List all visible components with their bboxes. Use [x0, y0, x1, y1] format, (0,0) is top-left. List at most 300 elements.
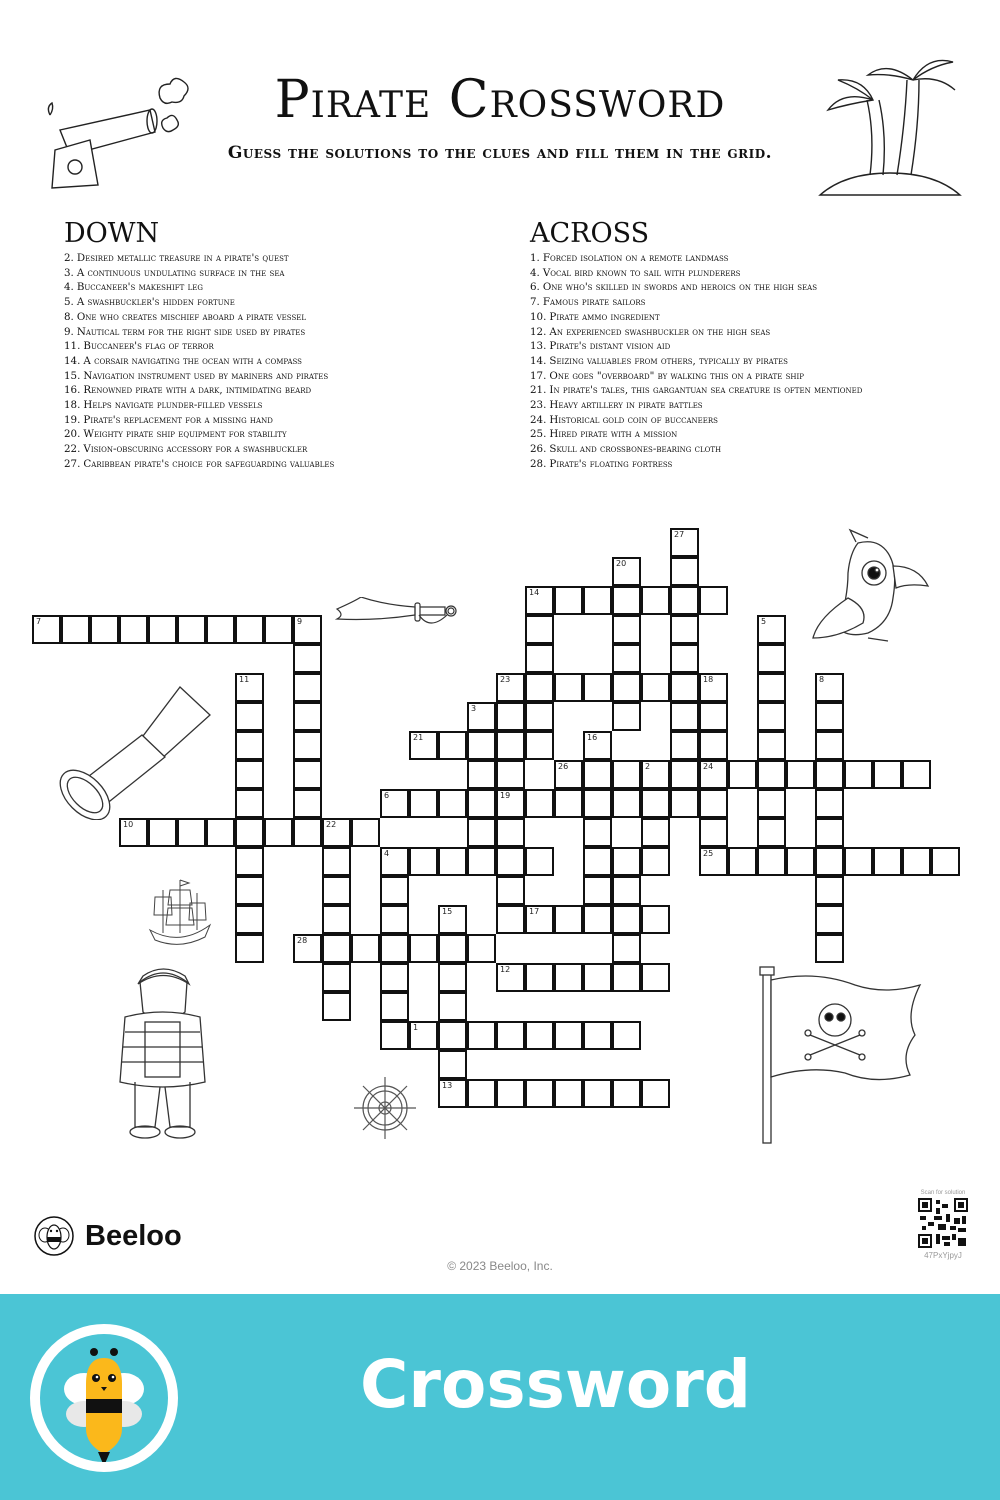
clue-text: In pirate's tales, this gargantuan sea creature is often mentioned [549, 384, 863, 397]
crossword-cell[interactable] [583, 731, 612, 760]
crossword-cell[interactable] [583, 963, 612, 992]
crossword-cell[interactable] [496, 847, 525, 876]
page-title: Pirate Crossword [274, 70, 726, 130]
crossword-cell[interactable] [728, 847, 757, 876]
cell-number: 20 [616, 559, 627, 568]
crossword-cell[interactable] [380, 905, 409, 934]
crossword-cell[interactable] [873, 847, 902, 876]
across-clue [530, 413, 882, 428]
across-clue [530, 310, 882, 325]
crossword-cell[interactable] [496, 702, 525, 731]
clue-text: Famous pirate sailors [542, 296, 646, 309]
crossword-cell[interactable] [641, 905, 670, 934]
crossword-cell[interactable] [583, 789, 612, 818]
crossword-cell[interactable] [496, 905, 525, 934]
clue-text: Desired metallic treasure in a pirate's quest [76, 252, 289, 264]
crossword-cell[interactable] [641, 963, 670, 992]
crossword-cell[interactable] [641, 818, 670, 847]
clue-text: One who creates mischief aboard a pirate vessel [76, 310, 307, 323]
crossword-cell[interactable] [409, 934, 438, 963]
crossword-cell[interactable] [902, 847, 931, 876]
crossword-cell[interactable] [612, 644, 641, 673]
crossword-cell[interactable] [699, 586, 728, 615]
crossword-cell[interactable] [757, 789, 786, 818]
crossword-cell[interactable] [554, 905, 583, 934]
beeloo-logo [33, 1215, 182, 1257]
crossword-cell[interactable] [467, 934, 496, 963]
crossword-cell[interactable] [554, 1021, 583, 1050]
crossword-cell[interactable] [380, 934, 409, 963]
crossword-cell[interactable] [583, 586, 612, 615]
crossword-cell[interactable] [612, 1079, 641, 1108]
crossword-cell[interactable] [757, 818, 786, 847]
cell-number: 10 [123, 820, 134, 829]
crossword-cell[interactable] [467, 731, 496, 760]
crossword-cell[interactable] [525, 1079, 554, 1108]
clue-text: Nautical term for the right side used by pirates [76, 325, 306, 338]
crossword-cell[interactable] [438, 789, 467, 818]
crossword-cell[interactable] [670, 615, 699, 644]
across-clue [530, 266, 882, 281]
clue-number: 6. [530, 281, 540, 294]
across-clue [530, 383, 882, 398]
clue-number: 2. [64, 252, 74, 264]
crossword-cell[interactable] [641, 1079, 670, 1108]
qr-scan-label: Scan for solution [920, 1190, 966, 1196]
crossword-cell[interactable] [322, 818, 351, 847]
cell-number: 21 [413, 733, 424, 742]
clue-text: Navigation instrument used by mariners and pirates [83, 369, 329, 382]
crossword-cell[interactable] [815, 731, 844, 760]
crossword-cell[interactable] [757, 673, 786, 702]
crossword-cell[interactable] [438, 905, 467, 934]
down-clue [64, 251, 334, 266]
crossword-cell[interactable] [380, 992, 409, 1021]
crossword-cell[interactable] [641, 789, 670, 818]
across-clue [530, 354, 882, 369]
crossword-cell[interactable] [409, 789, 438, 818]
crossword-cell[interactable] [670, 644, 699, 673]
crossword-cell[interactable] [148, 818, 177, 847]
crossword-cell[interactable] [467, 818, 496, 847]
across-clue-list [530, 251, 882, 472]
cell-number: 2 [645, 762, 651, 771]
down-clue [64, 354, 334, 369]
clue-number: 15. [64, 369, 81, 382]
crossword-cell[interactable] [612, 557, 641, 586]
crossword-cell[interactable] [931, 847, 960, 876]
clue-number: 3. [64, 266, 74, 279]
copyright-text: © 2023 Beeloo, Inc. [447, 1259, 553, 1273]
crossword-cell[interactable] [119, 615, 148, 644]
down-clue [64, 427, 334, 442]
crossword-cell[interactable] [525, 1021, 554, 1050]
crossword-cell[interactable] [438, 963, 467, 992]
crossword-cell[interactable] [728, 760, 757, 789]
clue-number: 14. [530, 354, 547, 367]
clue-text: Skull and crossbones-bearing cloth [549, 443, 722, 456]
crossword-cell[interactable] [90, 615, 119, 644]
crossword-cell[interactable] [583, 876, 612, 905]
crossword-cell[interactable] [612, 1021, 641, 1050]
crossword-cell[interactable] [670, 586, 699, 615]
clue-number: 5. [64, 296, 74, 309]
banner-label: Crossword [360, 1346, 752, 1423]
clue-text: A continuous undulating surface in the sea [76, 266, 285, 279]
across-clue [530, 369, 882, 384]
down-heading: DOWN [64, 218, 160, 249]
clue-text: Heavy artillery in pirate battles [549, 399, 703, 412]
crossword-cell[interactable] [815, 905, 844, 934]
clue-number: 10. [530, 310, 547, 323]
cell-number: 5 [761, 617, 767, 626]
crossword-cell[interactable] [293, 673, 322, 702]
clue-text: A corsair navigating the ocean with a compass [83, 354, 302, 367]
clue-text: A swashbuckler's hidden fortune [76, 296, 235, 309]
across-clue [530, 427, 882, 442]
clue-text: Buccaneer's flag of terror [83, 340, 214, 353]
cell-number: 17 [529, 907, 540, 916]
crossword-cell[interactable] [699, 818, 728, 847]
crossword-cell[interactable] [670, 528, 699, 557]
crossword-cell[interactable] [322, 934, 351, 963]
crossword-cell[interactable] [525, 905, 554, 934]
cell-number: 19 [500, 791, 511, 800]
crossword-cell[interactable] [438, 731, 467, 760]
crossword-cell[interactable] [351, 818, 380, 847]
crossword-cell[interactable] [293, 644, 322, 673]
cell-number: 15 [442, 907, 453, 916]
crossword-cell[interactable] [612, 702, 641, 731]
crossword-cell[interactable] [322, 905, 351, 934]
crossword-cell[interactable] [757, 702, 786, 731]
down-clue [64, 383, 334, 398]
crossword-cell[interactable] [467, 847, 496, 876]
crossword-cell[interactable] [699, 702, 728, 731]
crossword-cell[interactable] [815, 876, 844, 905]
crossword-cell[interactable] [380, 963, 409, 992]
across-clue [530, 339, 882, 354]
cell-number: 9 [297, 617, 303, 626]
crossword-cell[interactable] [525, 586, 554, 615]
crossword-cell[interactable] [612, 673, 641, 702]
crossword-cell[interactable] [815, 702, 844, 731]
crossword-cell[interactable] [757, 615, 786, 644]
crossword-cell[interactable] [61, 615, 90, 644]
crossword-cell[interactable] [496, 818, 525, 847]
down-clue [64, 325, 334, 340]
ships-wheel-icon [350, 1072, 420, 1144]
crossword-cell[interactable] [873, 760, 902, 789]
crossword-cell[interactable] [641, 673, 670, 702]
crossword-cell[interactable] [612, 905, 641, 934]
crossword-cell[interactable] [496, 876, 525, 905]
across-clue [530, 325, 882, 340]
crossword-cell[interactable] [496, 731, 525, 760]
crossword-cell[interactable] [235, 760, 264, 789]
down-clue [64, 413, 334, 428]
crossword-cell[interactable] [699, 673, 728, 702]
clue-text: One who's skilled in swords and heroics on the high seas [542, 281, 818, 294]
crossword-cell[interactable] [583, 847, 612, 876]
crossword-cell[interactable] [438, 992, 467, 1021]
clue-text: Forced isolation on a remote landmass [542, 252, 729, 264]
crossword-cell[interactable] [235, 847, 264, 876]
crossword-cell[interactable] [699, 789, 728, 818]
crossword-cell[interactable] [641, 586, 670, 615]
crossword-cell[interactable] [757, 731, 786, 760]
crossword-cell[interactable] [699, 847, 728, 876]
crossword-cell[interactable] [815, 818, 844, 847]
across-clues-section [530, 218, 882, 472]
across-clue [530, 442, 882, 457]
crossword-cell[interactable] [583, 818, 612, 847]
crossword-cell[interactable] [206, 818, 235, 847]
crossword-cell[interactable] [293, 760, 322, 789]
down-clue [64, 266, 334, 281]
clue-number: 26. [530, 443, 547, 456]
cell-number: 1 [413, 1023, 419, 1032]
crossword-cell[interactable] [612, 615, 641, 644]
clue-number: 9. [64, 325, 74, 338]
clue-number: 18. [64, 399, 81, 412]
crossword-cell[interactable] [612, 847, 641, 876]
crossword-cell[interactable] [409, 731, 438, 760]
crossword-cell[interactable] [612, 934, 641, 963]
cell-number: 27 [674, 530, 685, 539]
crossword-cell[interactable] [525, 847, 554, 876]
crossword-cell[interactable] [670, 789, 699, 818]
crossword-cell[interactable] [902, 760, 931, 789]
crossword-cell[interactable] [467, 1021, 496, 1050]
crossword-cell[interactable] [525, 702, 554, 731]
crossword-cell[interactable] [757, 760, 786, 789]
spyglass-icon [50, 685, 215, 820]
crossword-cell[interactable] [612, 963, 641, 992]
crossword-cell[interactable] [177, 818, 206, 847]
crossword-cell[interactable] [786, 847, 815, 876]
cell-number: 22 [326, 820, 337, 829]
crossword-cell[interactable] [293, 702, 322, 731]
clue-number: 22. [64, 443, 81, 456]
crossword-cell[interactable] [554, 963, 583, 992]
brand-name: Beeloo [85, 1219, 182, 1252]
crossword-cell[interactable] [293, 789, 322, 818]
crossword-cell[interactable] [554, 789, 583, 818]
crossword-cell[interactable] [351, 934, 380, 963]
crossword-cell[interactable] [757, 847, 786, 876]
crossword-cell[interactable] [699, 760, 728, 789]
crossword-cell[interactable] [177, 615, 206, 644]
crossword-cell[interactable] [380, 1021, 409, 1050]
cell-number: 13 [442, 1081, 453, 1090]
clue-number: 19. [64, 413, 81, 426]
crossword-cell[interactable] [496, 789, 525, 818]
crossword-cell[interactable] [235, 876, 264, 905]
crossword-cell[interactable] [293, 934, 322, 963]
crossword-cell[interactable] [438, 847, 467, 876]
crossword-cell[interactable] [380, 789, 409, 818]
clue-text: Historical gold coin of buccaneers [549, 413, 718, 426]
crossword-cell[interactable] [409, 1021, 438, 1050]
crossword-cell[interactable] [322, 847, 351, 876]
crossword-cell[interactable] [612, 876, 641, 905]
down-clue [64, 339, 334, 354]
crossword-cell[interactable] [554, 586, 583, 615]
crossword-cell[interactable] [554, 1079, 583, 1108]
crossword-cell[interactable] [438, 934, 467, 963]
crossword-cell[interactable] [438, 1021, 467, 1050]
parrot-icon [808, 528, 948, 658]
crossword-cell[interactable] [583, 905, 612, 934]
clue-number: 14. [64, 354, 81, 367]
down-clue [64, 369, 334, 384]
cell-number: 8 [819, 675, 825, 684]
crossword-cell[interactable] [32, 615, 61, 644]
clue-text: Pirate's replacement for a missing hand [83, 413, 273, 426]
crossword-cell[interactable] [815, 673, 844, 702]
crossword-cell[interactable] [670, 557, 699, 586]
crossword-cell[interactable] [583, 1021, 612, 1050]
page-subtitle: Guess the solutions to the clues and fill them in the grid. [227, 143, 773, 163]
crossword-cell[interactable] [467, 1079, 496, 1108]
palm-island-icon [815, 55, 965, 200]
crossword-cell[interactable] [467, 760, 496, 789]
down-clue [64, 295, 334, 310]
crossword-cell[interactable] [496, 1079, 525, 1108]
across-clue [530, 295, 882, 310]
clue-text: Vocal bird known to sail with plunderers [542, 266, 741, 279]
crossword-cell[interactable] [815, 789, 844, 818]
crossword-cell[interactable] [235, 934, 264, 963]
crossword-cell[interactable] [496, 673, 525, 702]
crossword-cell[interactable] [583, 760, 612, 789]
crossword-cell[interactable] [264, 615, 293, 644]
crossword-cell[interactable] [757, 644, 786, 673]
clue-number: 4. [64, 281, 74, 294]
cell-number: 7 [36, 617, 42, 626]
crossword-banner [0, 1294, 1000, 1500]
cell-number: 24 [703, 762, 714, 771]
crossword-cell[interactable] [293, 818, 322, 847]
down-clue-list [64, 251, 334, 472]
crossword-cell[interactable] [815, 934, 844, 963]
crossword-cell[interactable] [670, 731, 699, 760]
clue-number: 16. [64, 384, 81, 397]
crossword-cell[interactable] [496, 760, 525, 789]
cell-number: 26 [558, 762, 569, 771]
crossword-cell[interactable] [583, 673, 612, 702]
clue-number: 12. [530, 325, 547, 338]
clue-text: Buccaneer's makeshift leg [76, 281, 203, 294]
qr-code-text: 47PxYjpyJ [924, 1251, 962, 1260]
crossword-cell[interactable] [525, 615, 554, 644]
crossword-cell[interactable] [525, 789, 554, 818]
clue-text: Pirate ammo ingredient [549, 310, 660, 323]
crossword-cell[interactable] [293, 731, 322, 760]
clue-text: Caribbean pirate's choice for safeguarding valuables [83, 457, 335, 470]
crossword-cell[interactable] [467, 789, 496, 818]
clue-number: 17. [530, 369, 547, 382]
crossword-cell[interactable] [612, 760, 641, 789]
cell-number: 16 [587, 733, 598, 742]
crossword-cell[interactable] [322, 876, 351, 905]
crossword-cell[interactable] [641, 760, 670, 789]
crossword-cell[interactable] [583, 1079, 612, 1108]
crossword-cell[interactable] [815, 760, 844, 789]
crossword-cell[interactable] [438, 1050, 467, 1079]
crossword-cell[interactable] [554, 760, 583, 789]
crossword-cell[interactable] [467, 702, 496, 731]
crossword-cell[interactable] [380, 847, 409, 876]
crossword-cell[interactable] [496, 963, 525, 992]
crossword-cell[interactable] [525, 963, 554, 992]
cell-number: 11 [239, 675, 250, 684]
crossword-cell[interactable] [815, 847, 844, 876]
solution-qr-block[interactable] [914, 1190, 972, 1260]
crossword-cell[interactable] [235, 731, 264, 760]
crossword-cell[interactable] [670, 702, 699, 731]
crossword-cell[interactable] [235, 673, 264, 702]
across-clue [530, 280, 882, 295]
crossword-cell[interactable] [206, 615, 235, 644]
crossword-cell[interactable] [235, 702, 264, 731]
crossword-cell[interactable] [525, 673, 554, 702]
crossword-cell[interactable] [235, 818, 264, 847]
crossword-cell[interactable] [235, 789, 264, 818]
clue-text: Seizing valuables from others, typically by pirates [549, 354, 788, 367]
crossword-cell[interactable] [496, 1021, 525, 1050]
crossword-cell[interactable] [641, 847, 670, 876]
across-clue [530, 251, 882, 266]
bee-mascot-icon [40, 1334, 168, 1462]
down-clue [64, 442, 334, 457]
crossword-cell[interactable] [148, 615, 177, 644]
clue-number: 21. [530, 384, 547, 397]
crossword-cell[interactable] [235, 905, 264, 934]
sword-icon [335, 597, 465, 637]
crossword-cell[interactable] [699, 731, 728, 760]
cannon-icon [40, 70, 190, 195]
cell-number: 18 [703, 675, 714, 684]
crossword-cell[interactable] [293, 615, 322, 644]
bee-icon [33, 1215, 75, 1257]
crossword-cell[interactable] [322, 963, 351, 992]
crossword-cell[interactable] [612, 789, 641, 818]
crossword-cell[interactable] [322, 992, 351, 1021]
crossword-cell[interactable] [670, 673, 699, 702]
crossword-cell[interactable] [235, 615, 264, 644]
crossword-cell[interactable] [525, 731, 554, 760]
crossword-cell[interactable] [844, 847, 873, 876]
clue-text: Weighty pirate ship equipment for stability [83, 428, 287, 441]
crossword-cell[interactable] [612, 586, 641, 615]
crossword-cell[interactable] [119, 818, 148, 847]
crossword-cell[interactable] [786, 760, 815, 789]
qr-code-icon[interactable] [918, 1198, 968, 1248]
crossword-cell[interactable] [409, 847, 438, 876]
crossword-cell[interactable] [525, 644, 554, 673]
cell-number: 6 [384, 791, 390, 800]
crossword-cell[interactable] [380, 876, 409, 905]
crossword-cell[interactable] [844, 760, 873, 789]
crossword-cell[interactable] [670, 760, 699, 789]
crossword-cell[interactable] [438, 1079, 467, 1108]
crossword-cell[interactable] [264, 818, 293, 847]
cell-number: 12 [500, 965, 511, 974]
bee-badge [30, 1324, 178, 1472]
crossword-cell[interactable] [554, 673, 583, 702]
